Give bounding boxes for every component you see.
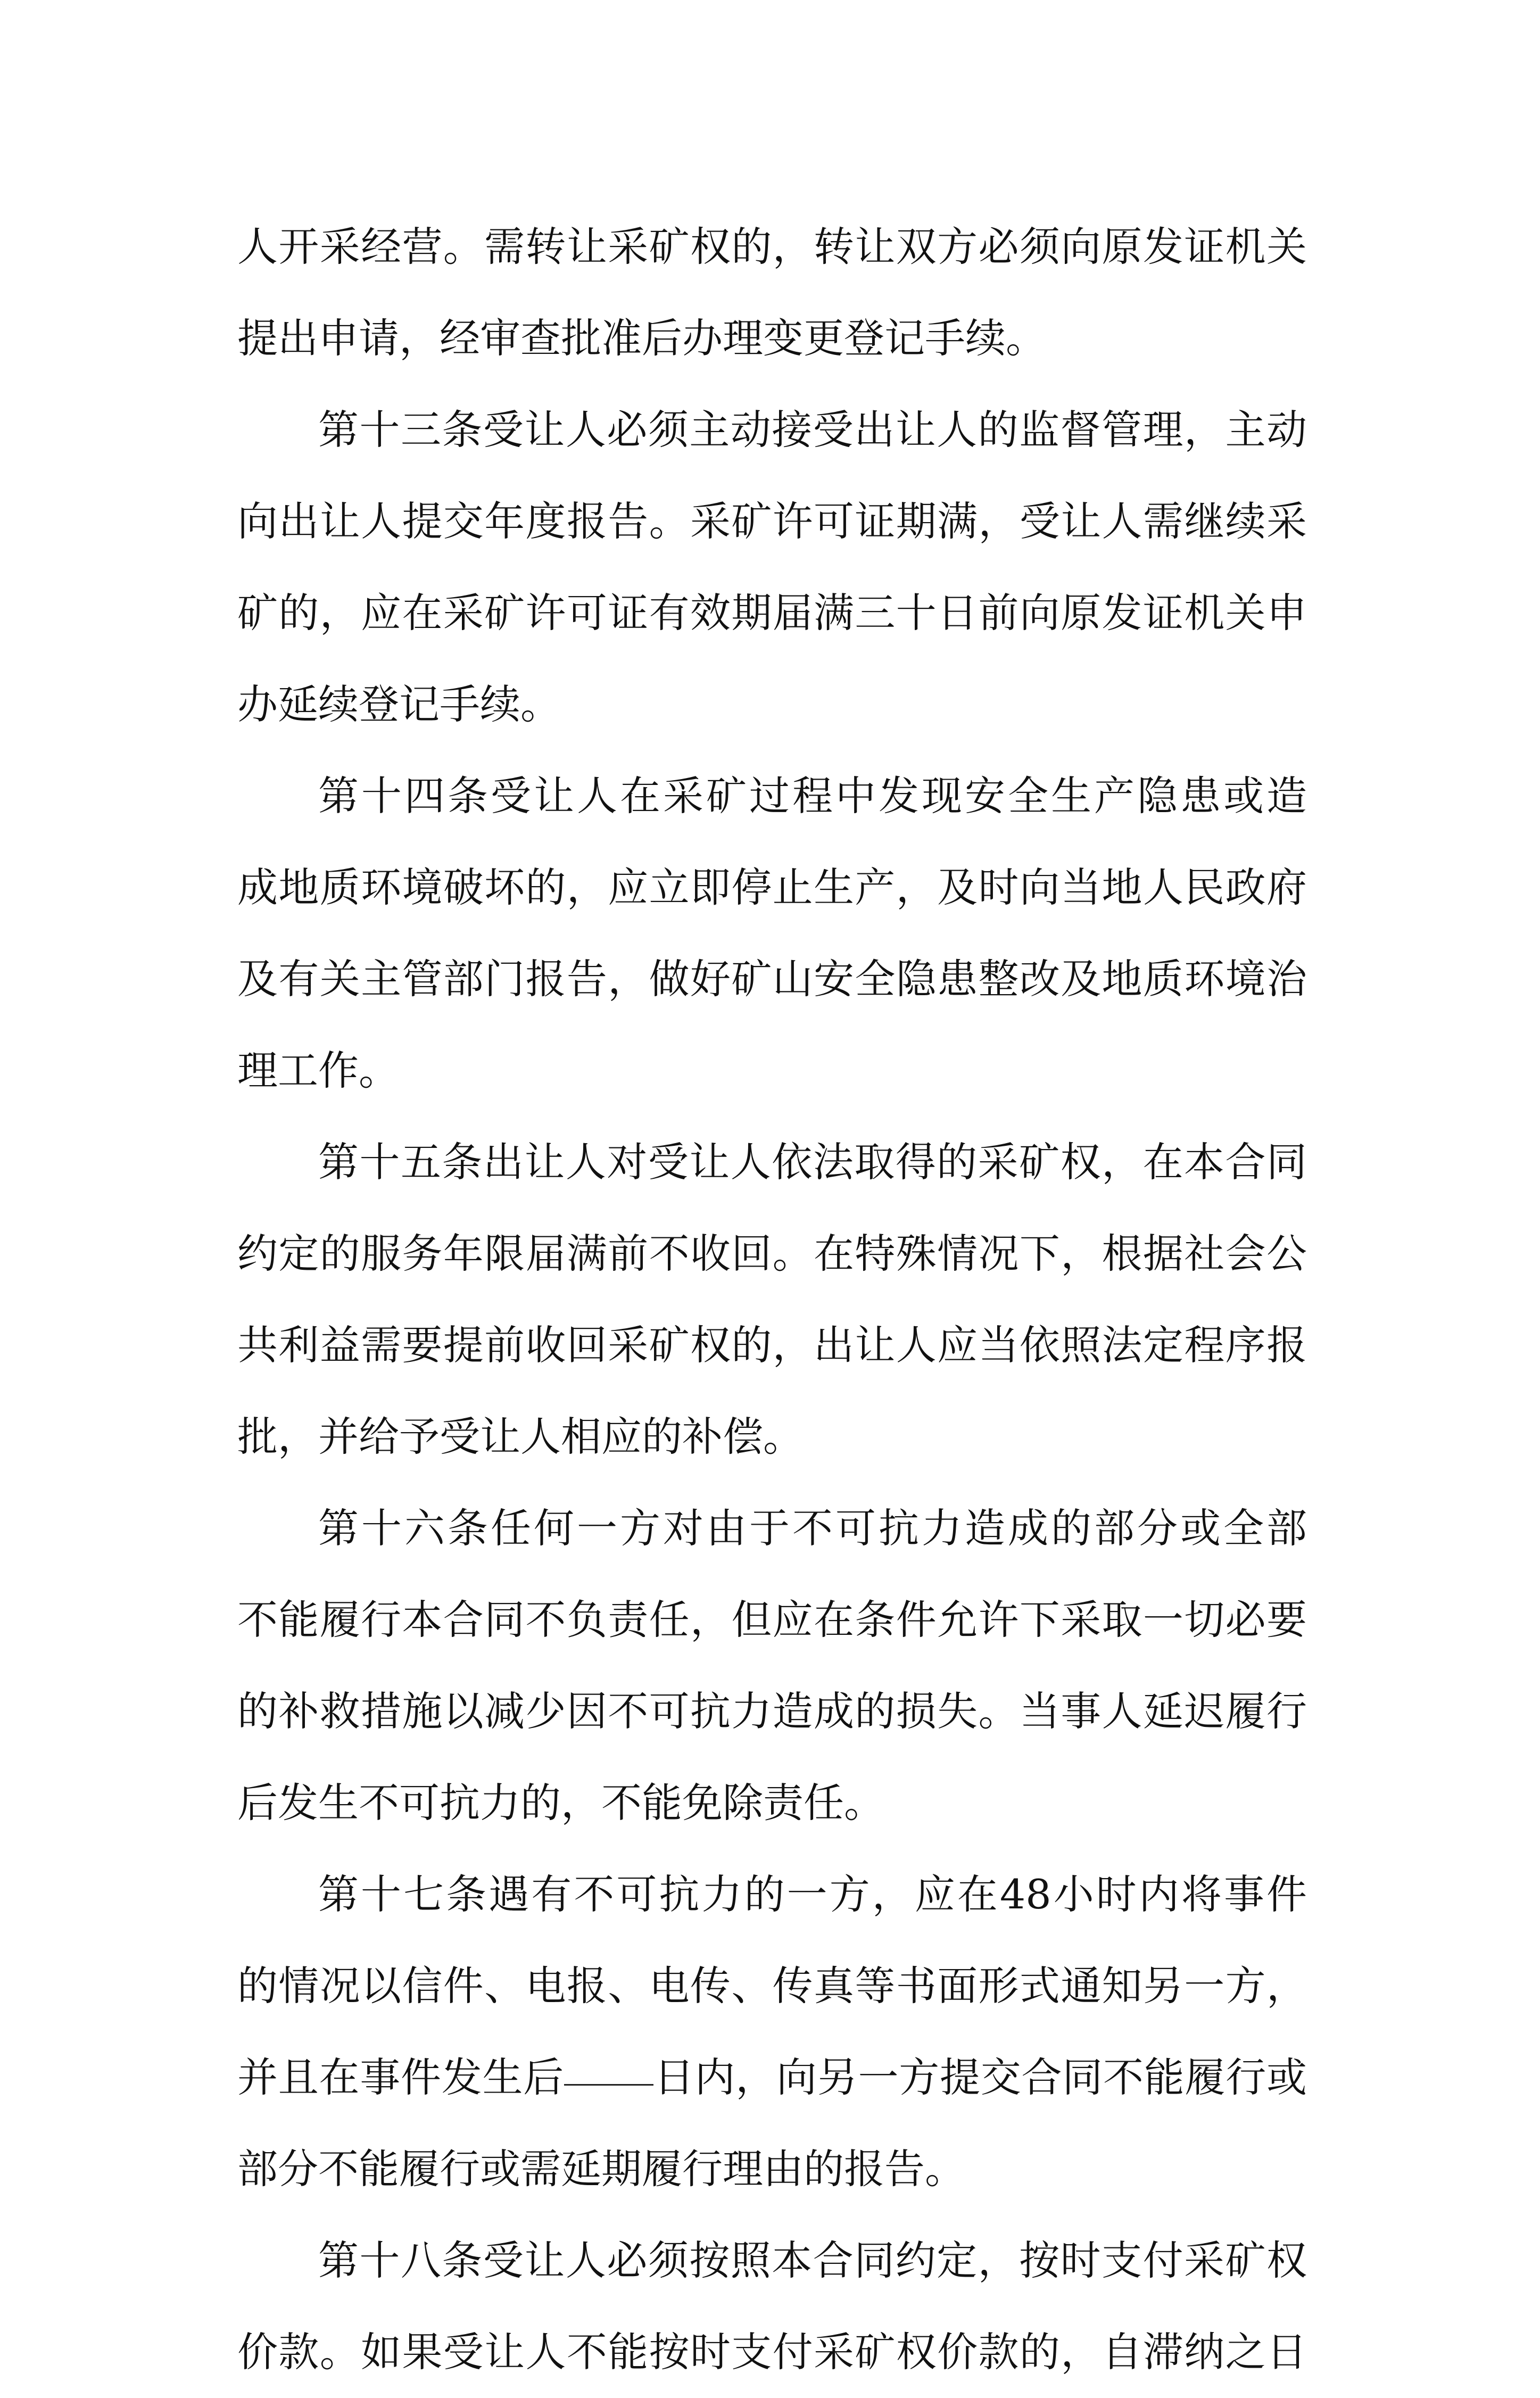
text-line-with-blank (237, 2032, 1307, 2123)
text-line: 约定的服务年限届满前不收回。在特殊情况下，根据社会公 (237, 1230, 1307, 1277)
text-line: 价款。如果受让人不能按时支付采矿权价款的，自滞纳之日 (237, 2328, 1307, 2376)
text-line: 向出让人提交年度报告。采矿许可证期满，受让人需继续采 (237, 498, 1307, 545)
text-line: 办延续登记手续。 (237, 681, 561, 728)
text-line: 后发生不可抗力的，不能免除责任。 (237, 1779, 884, 1826)
text-after-blank: 日内，向另一方提交合同不能履行或 (653, 2054, 1307, 2101)
text-line: 矿的，应在采矿许可证有效期届满三十日前向原发证机关申 (237, 589, 1307, 636)
article-15-heading-line: 第十五条出让人对受让人依法取得的采矿权，在本合同 (318, 1138, 1307, 1186)
text-line: 部分不能履行或需延期履行理由的报告。 (237, 2145, 965, 2193)
text-before-blank: 并且在事件发生后 (237, 2054, 564, 2101)
article-16-heading-line: 第十六条任何一方对由于不可抗力造成的部分或全部 (318, 1504, 1307, 1552)
text-line: 理工作。 (237, 1047, 399, 1094)
text-line: 共利益需要提前收回采矿权的，出让人应当依照法定程序报 (237, 1321, 1307, 1369)
text-line: 不能履行本合同不负责任，但应在条件允许下采取一切必要 (237, 1596, 1307, 1643)
text-line: 成地质环境破坏的，应立即停止生产，及时向当地人民政府 (237, 864, 1307, 911)
text-line: 及有关主管部门报告，做好矿山安全隐患整改及地质环境治 (237, 955, 1307, 1003)
article-13-heading-line: 第十三条受让人必须主动接受出让人的监督管理，主动 (318, 406, 1307, 453)
article-18-heading-line: 第十八条受让人必须按照本合同约定，按时支付采矿权 (318, 2237, 1307, 2284)
text-line: 人开采经营。需转让采矿权的，转让双方必须向原发证机关 (237, 223, 1307, 270)
article-17-heading-line: 第十七条遇有不可抗力的一方，应在48小时内将事件 (318, 1871, 1307, 1918)
text-line: 的补救措施以减少因不可抗力造成的损失。当事人延迟履行 (237, 1688, 1307, 1735)
document-body (237, 201, 1307, 2398)
text-line: 批，并给予受让人相应的补偿。 (237, 1413, 804, 1460)
text-line: 提出申请，经审查批准后办理变更登记手续。 (237, 315, 1046, 362)
text-line: 的情况以信件、电报、电传、传真等书面形式通知另一方， (237, 1962, 1307, 2010)
article-14-heading-line: 第十四条受让人在采矿过程中发现安全生产隐患或造 (318, 772, 1307, 820)
fill-in-blank (564, 2083, 653, 2086)
